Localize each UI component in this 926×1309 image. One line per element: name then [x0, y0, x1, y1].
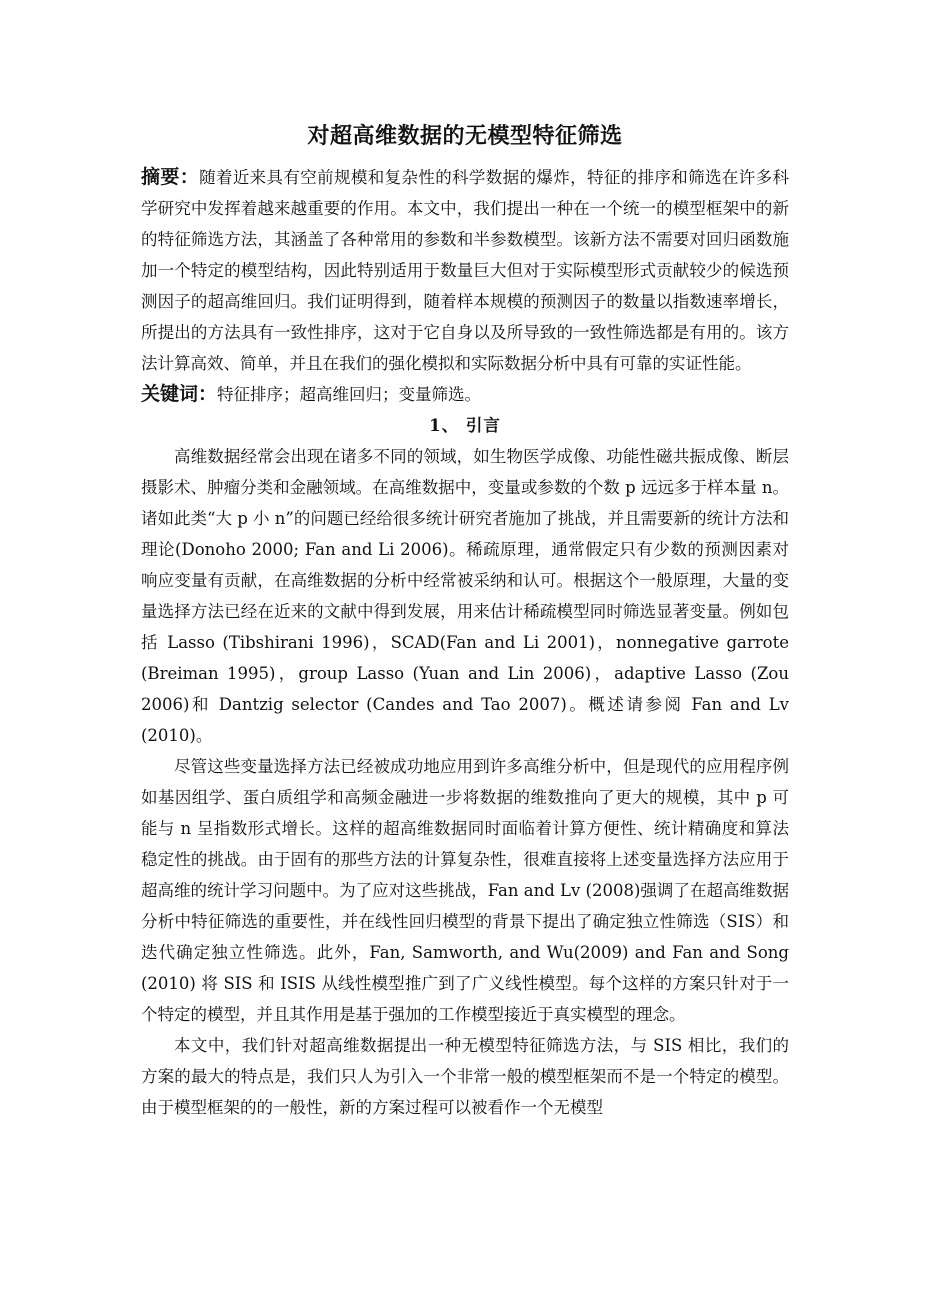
body-paragraph: 尽管这些变量选择方法已经被成功地应用到许多高维分析中，但是现代的应用程序例如基因组学、蛋白质组学和高频金融进一步将数据的维数推向了更大的规模，其中 p 可能与 n 呈指数形式增长。这样的超高维数据同时面临着计算方便性、统计精确度和算法稳定性的挑战。由于固有的那些方法的计算复杂性，很难直接将上述变量选择方法应用于超高维的统计学习问题中。为了应对这些挑战，Fan and Lv (2008)强调了在超高维数据分析中特征筛选的重要性，并在线性回归模型的背景下提出了确定独立性筛选（SIS）和迭代确定独立性筛选。此外，Fan, Samworth, and Wu(2009) and Fan and Song (2010) 将 SIS 和 ISIS 从线性模型推广到了广义线性模型。每个这样的方案只针对于一个特定的模型，并且其作用是基于强加的工作模型接近于真实模型的理念。 — [141, 757, 789, 1024]
abstract-label: 摘要： — [141, 166, 200, 188]
keywords-text: 特征排序；超高维回归；变量筛选。 — [217, 385, 482, 404]
keywords-label: 关键词： — [141, 383, 218, 405]
paper-content — [141, 118, 789, 1123]
body-paragraph: 高维数据经常会出现在诸多不同的领域，如生物医学成像、功能性磁共振成像、断层摄影术、肿瘤分类和金融领域。在高维数据中，变量或参数的个数 p 远远多于样本量 n。诸如此类“大 p 小 n”的问题已经给很多统计研究者施加了挑战，并且需要新的统计方法和理论(Donoho 2000; Fan and Li 2006)。稀疏原理，通常假定只有少数的预测因素对响应变量有贡献，在高维数据的分析中经常被采纳和认可。根据这个一般原理，大量的变量选择方法已经在近来的文献中得到发展，用来估计稀疏模型同时筛选显著变量。例如包括 Lasso (Tibshirani 1996)，SCAD(Fan and Li 2001)，nonnegative garrote (Breiman 1995)，group Lasso (Yuan and Lin 2006)，adaptive Lasso (Zou 2006)和 Dantzig selector (Candes and Tao 2007)。概述请参阅 Fan and Lv (2010)。 — [141, 447, 789, 745]
section-heading-introduction: 1、 引言 — [429, 416, 501, 435]
abstract-text: 随着近来具有空前规模和复杂性的科学数据的爆炸，特征的排序和筛选在许多科学研究中发挥着越来越重要的作用。本文中，我们提出一种在一个统一的模型框架中的新的特征筛选方法，其涵盖了各种常用的参数和半参数模型。该新方法不需要对回归函数施加一个特定的模型结构，因此特别适用于数量巨大但对于实际模型形式贡献较少的候选预测因子的超高维回归。我们证明得到，随着样本规模的预测因子的数量以指数速率增长，所提出的方法具有一致性排序，这对于它自身以及所导致的一致性筛选都是有用的。该方法计算高效、简单，并且在我们的强化模拟和实际数据分析中具有可靠的实证性能。 — [141, 168, 789, 373]
keywords-paragraph — [141, 379, 789, 410]
paper-title: 对超高维数据的无模型特征筛选 — [307, 123, 623, 149]
abstract-paragraph — [141, 162, 789, 379]
body-paragraph: 本文中，我们针对超高维数据提出一种无模型特征筛选方法，与 SIS 相比，我们的方案的最大的特点是，我们只人为引入一个非常一般的模型框架而不是一个特定的模型。由于模型框架的的一般性，新的方案过程可以被看作一个无模型 — [141, 1036, 789, 1117]
